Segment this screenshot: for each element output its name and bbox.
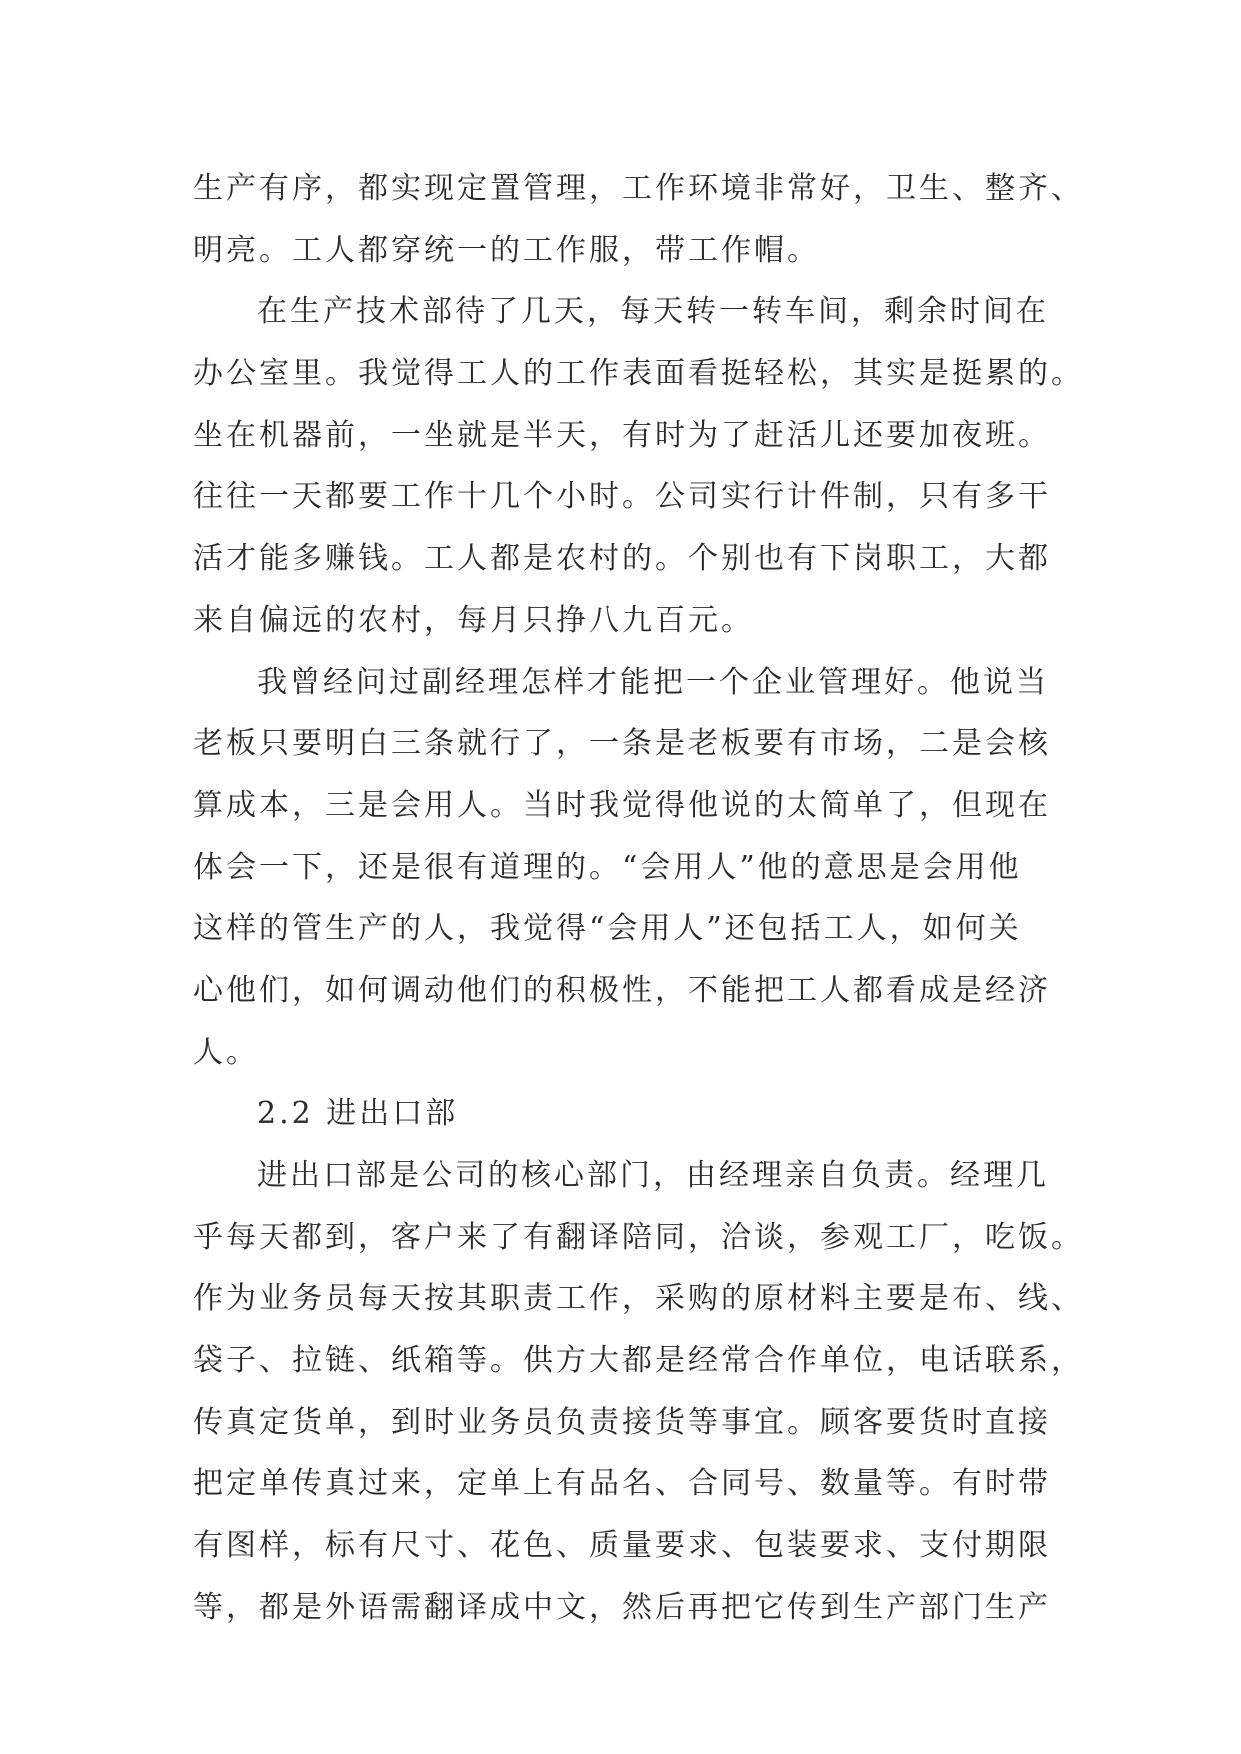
text-line: 坐在机器前，一坐就是半天，有时为了赶活儿还要加夜班。 bbox=[193, 417, 1051, 453]
text-line: 传真定货单，到时业务员负责接货等事宜。顾客要货时直接 bbox=[193, 1404, 1051, 1440]
text-line: 袋子、拉链、纸箱等。供方大都是经常合作单位，电话联系， bbox=[193, 1343, 1084, 1379]
paragraph-start: 在生产技术部待了几天，每天转一转车间，剩余时间在 bbox=[257, 294, 1049, 330]
text-line: 活才能多赚钱。工人都是农村的。个别也有下岗职工，大都 bbox=[193, 541, 1051, 577]
section-heading: 2.2 进出口部 bbox=[257, 1096, 459, 1132]
paragraph-start: 我曾经问过副经理怎样才能把一个企业管理好。他说当 bbox=[257, 664, 1049, 700]
text-line: 算成本，三是会用人。当时我觉得他说的太简单了，但现在 bbox=[193, 787, 1051, 823]
text-line: 往往一天都要工作十几个小时。公司实行计件制，只有多干 bbox=[193, 479, 1051, 515]
text-line: 作为业务员每天按其职责工作，采购的原材料主要是布、线、 bbox=[193, 1281, 1084, 1317]
text-line: 来自偏远的农村，每月只挣八九百元。 bbox=[193, 602, 754, 638]
text-line: 等，都是外语需翻译成中文，然后再把它传到生产部门生产 bbox=[193, 1589, 1051, 1625]
document-body bbox=[193, 158, 1084, 1639]
text-line: 心他们，如何调动他们的积极性，不能把工人都看成是经济 bbox=[193, 972, 1051, 1008]
text-line: 生产有序，都实现定置管理，工作环境非常好，卫生、整齐、 bbox=[193, 171, 1084, 206]
text-line: 人。 bbox=[193, 1034, 259, 1070]
text-line: 老板只要明白三条就行了，一条是老板要有市场，二是会核 bbox=[193, 726, 1051, 762]
text-line: 办公室里。我觉得工人的工作表面看挺轻松，其实是挺累的。 bbox=[193, 356, 1084, 392]
text-line: 把定单传真过来，定单上有品名、合同号、数量等。有时带 bbox=[193, 1466, 1051, 1502]
text-line: 这样的管生产的人，我觉得“会用人”还包括工人，如何关 bbox=[193, 911, 1022, 947]
text-line: 有图样，标有尺寸、花色、质量要求、包装要求、支付期限 bbox=[193, 1528, 1051, 1564]
text-line: 体会一下，还是很有道理的。“会用人”他的意思是会用他 bbox=[193, 849, 1022, 885]
text-line: 乎每天都到，客户来了有翻译陪同，洽谈，参观工厂，吃饭。 bbox=[193, 1219, 1084, 1255]
paragraph-start: 进出口部是公司的核心部门，由经理亲自负责。经理几 bbox=[257, 1158, 1049, 1193]
text-line: 明亮。工人都穿统一的工作服，带工作帽。 bbox=[193, 232, 820, 268]
